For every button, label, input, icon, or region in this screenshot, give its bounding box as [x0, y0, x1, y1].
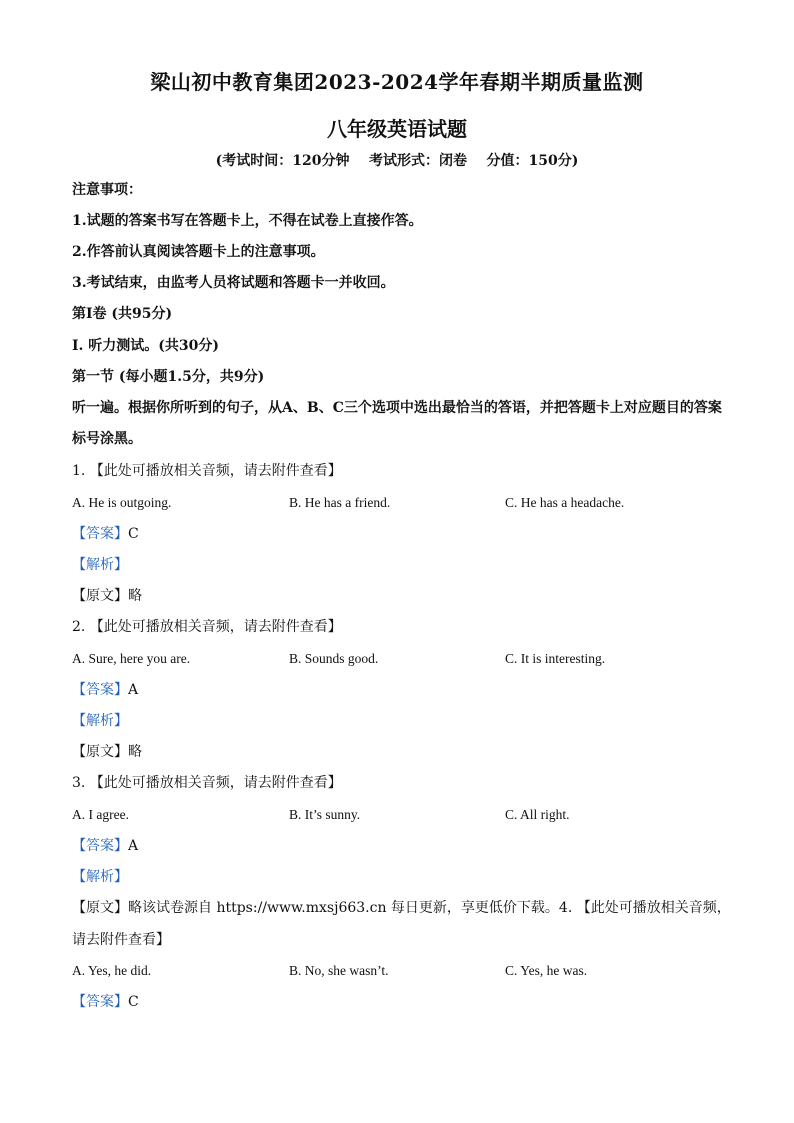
- original-label: 【原文】: [72, 744, 128, 760]
- question-4-stem-continued: 请去附件查看】: [72, 932, 170, 948]
- question-1-option-a: A. He is outgoing.: [72, 495, 172, 510]
- question-3-original: [72, 898, 731, 918]
- question-2-option-a: A. Sure, here you are.: [72, 651, 191, 666]
- exam-meta: (考试时间：120分钟 考试形式：闭卷 分值：150分): [215, 153, 579, 169]
- question-3-answer: [72, 836, 138, 856]
- original-value: 略: [128, 744, 142, 760]
- question-2-stem: 2. 【此处可播放相关音频，请去附件查看】: [72, 619, 342, 635]
- question-4-option-b: B. No, she wasn’t.: [289, 963, 389, 978]
- notice-item-2: 2.作答前认真阅读答题卡上的注意事项。: [72, 244, 325, 260]
- subpart-heading: 第一节 (每小题1.5分，共9分): [72, 369, 265, 385]
- question-4-answer: [72, 992, 139, 1012]
- answer-label: 【答案】: [72, 838, 128, 854]
- question-4-option-c: C. Yes, he was.: [505, 963, 588, 978]
- question-1-original: [72, 586, 142, 606]
- question-3-option-c: C. All right.: [505, 807, 570, 822]
- question-3-option-a: A. I agree.: [72, 807, 129, 822]
- analysis-label: 【解析】: [72, 713, 128, 729]
- analysis-label: 【解析】: [72, 869, 128, 885]
- question-3-stem: 3. 【此处可播放相关音频，请去附件查看】: [72, 775, 342, 791]
- part-heading: I. 听力测试。(共30分): [72, 338, 220, 354]
- original-value: 略: [128, 588, 142, 604]
- question-2-analysis: [72, 711, 128, 731]
- notice-item-3: 3.考试结束，由监考人员将试题和答题卡一并收回。: [72, 275, 395, 291]
- question-2-original: [72, 742, 142, 762]
- question-3-option-b: B. It’s sunny.: [289, 807, 361, 822]
- exam-subtitle: 八年级英语试题: [327, 117, 467, 141]
- question-1-stem: 1. 【此处可播放相关音频，请去附件查看】: [72, 463, 342, 479]
- instruction: 听一遍。根据你所听到的句子，从A、B、C三个选项中选出最恰当的答语，并把答题卡上对应题目的答案标号涂黑。: [72, 400, 722, 447]
- answer-label: 【答案】: [72, 682, 128, 698]
- question-2-option-c: C. It is interesting.: [505, 651, 606, 666]
- analysis-label: 【解析】: [72, 557, 128, 573]
- answer-value: A: [128, 838, 139, 854]
- question-1-analysis: [72, 555, 128, 575]
- notice-heading: 注意事项：: [72, 182, 142, 198]
- volume-heading: 第Ⅰ卷 (共95分): [72, 306, 173, 322]
- question-1-option-b: B. He has a friend.: [289, 495, 391, 510]
- exam-title: 梁山初中教育集团2023-2024学年春期半期质量监测: [150, 70, 644, 94]
- answer-value: C: [128, 994, 139, 1010]
- question-2-option-b: B. Sounds good.: [289, 651, 379, 666]
- answer-label: 【答案】: [72, 526, 128, 542]
- answer-value: C: [128, 526, 139, 542]
- question-1-answer: [72, 524, 139, 544]
- original-label: 【原文】: [72, 900, 128, 916]
- question-1-option-c: C. He has a headache.: [505, 495, 625, 510]
- question-3-analysis: [72, 867, 128, 887]
- answer-label: 【答案】: [72, 994, 128, 1010]
- question-4-option-a: A. Yes, he did.: [72, 963, 152, 978]
- notice-item-1: 1.试题的答案书写在答题卡上，不得在试卷上直接作答。: [72, 213, 423, 229]
- question-2-answer: [72, 680, 138, 700]
- original-label: 【原文】: [72, 588, 128, 604]
- original-value-line-1: 略该试卷源自 https://www.mxsj663.cn 每日更新，享更低价下载。4. 【此处可播放相关音频，: [128, 900, 731, 916]
- answer-value: A: [128, 682, 139, 698]
